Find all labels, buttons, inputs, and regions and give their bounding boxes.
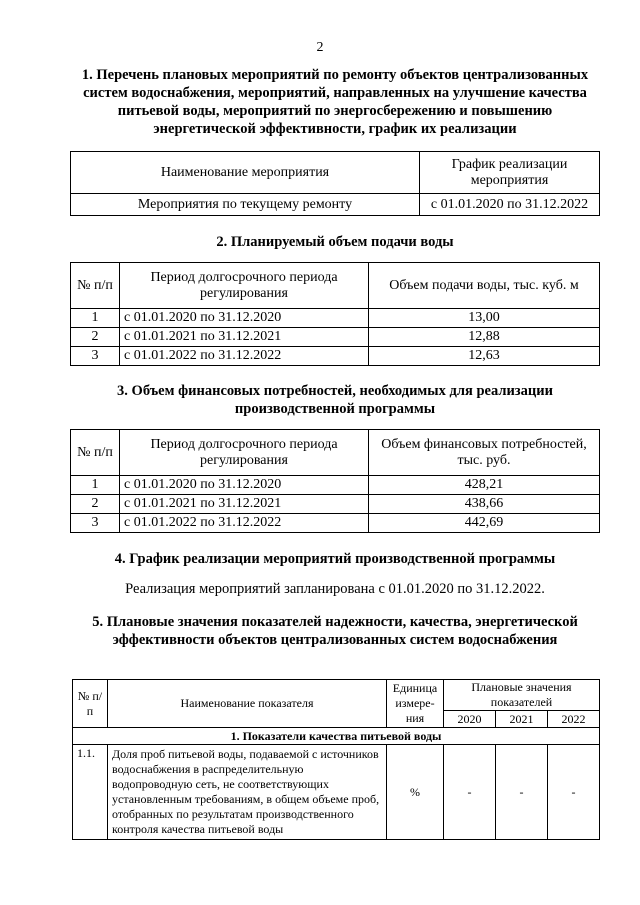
section-5-title: 5. Плановые значения показателей надежности, качества, энергетической эффективности объектов централизованных систем водоснабжения <box>92 614 578 648</box>
header-financial: Объем финансовых потребностей, тыс. руб. <box>369 430 600 476</box>
table-row <box>71 514 600 533</box>
section-1-table <box>70 151 600 216</box>
table-row <box>71 476 600 495</box>
header-num: № п/п <box>71 263 120 309</box>
header-indicator-name: Наименование показателя <box>108 680 387 728</box>
group-title: 1. Показатели качества питьевой воды <box>73 728 600 745</box>
section-2-table <box>70 262 600 366</box>
header-year-2020: 2020 <box>444 711 496 728</box>
row-period: с 01.01.2020 по 31.12.2020 <box>120 476 369 495</box>
header-schedule: График реализации мероприятия <box>420 152 600 194</box>
row-num: 2 <box>71 328 120 347</box>
table-header-row <box>73 680 600 711</box>
table-header-row <box>71 152 600 194</box>
row-value: 438,66 <box>369 495 600 514</box>
row-value: 442,69 <box>369 514 600 533</box>
row-value: 428,21 <box>369 476 600 495</box>
row-value-2022: - <box>547 745 599 840</box>
row-value: 12,88 <box>369 328 600 347</box>
header-period: Период долгосрочного периода регулирования <box>120 430 369 476</box>
row-num: 1 <box>71 309 120 328</box>
row-num: 2 <box>71 495 120 514</box>
table-header-row <box>71 430 600 476</box>
row-period: с 01.01.2022 по 31.12.2022 <box>120 347 369 366</box>
table-header-row <box>71 263 600 309</box>
header-num: № п/п <box>73 680 108 728</box>
header-volume: Объем подачи воды, тыс. куб. м <box>369 263 600 309</box>
schedule-cell: с 01.01.2020 по 31.12.2022 <box>420 194 600 216</box>
header-year-2022: 2022 <box>547 711 599 728</box>
row-period: с 01.01.2020 по 31.12.2020 <box>120 309 369 328</box>
table-row <box>71 194 600 216</box>
header-planned-values: Плановые значения показателей <box>444 680 600 711</box>
table-row <box>71 309 600 328</box>
table-row <box>73 745 600 840</box>
header-unit: Единица измере-ния <box>387 680 444 728</box>
row-value-2020: - <box>444 745 496 840</box>
table-row <box>71 495 600 514</box>
row-value: 13,00 <box>369 309 600 328</box>
header-num: № п/п <box>71 430 120 476</box>
table-group-row <box>73 728 600 745</box>
section-2-title: 2. Планируемый объем подачи воды <box>216 234 454 250</box>
table-row <box>71 328 600 347</box>
section-4-title: 4. График реализации мероприятий производственной программы <box>114 551 556 567</box>
measure-name-cell: Мероприятия по текущему ремонту <box>71 194 420 216</box>
row-num: 3 <box>71 514 120 533</box>
section-5-table <box>72 679 600 840</box>
row-period: с 01.01.2021 по 31.12.2021 <box>120 495 369 514</box>
section-3-title: 3. Объем финансовых потребностей, необходимых для реализации производственной программы <box>117 383 553 417</box>
row-unit: % <box>387 745 444 840</box>
row-indicator-name: Доля проб питьевой воды, подаваемой с источников водоснабжения в распределительную водопроводную сеть, не соответствующих установленным требованиям, в общем объеме проб, отобранных по результатам производственного контроля качества питьевой воды <box>108 745 387 840</box>
header-period: Период долгосрочного периода регулирования <box>120 263 369 309</box>
row-num: 1 <box>71 476 120 495</box>
section-1-title: 1. Перечень плановых мероприятий по ремонту объектов централизованных систем водоснабжения, мероприятий, направленных на улучшение качества питьевой воды, мероприятий по энергосбережению и повышению энергетической эффективности, график их реализации <box>81 67 589 137</box>
table-row <box>71 347 600 366</box>
section-4-text: Реализация мероприятий запланирована с 01.01.2020 по 31.12.2022. <box>125 581 545 597</box>
row-period: с 01.01.2021 по 31.12.2021 <box>120 328 369 347</box>
row-value-2021: - <box>495 745 547 840</box>
row-num: 1.1. <box>73 745 108 840</box>
header-measure-name: Наименование мероприятия <box>71 152 420 194</box>
row-num: 3 <box>71 347 120 366</box>
header-year-2021: 2021 <box>495 711 547 728</box>
row-period: с 01.01.2022 по 31.12.2022 <box>120 514 369 533</box>
section-3-table <box>70 429 600 533</box>
row-value: 12,63 <box>369 347 600 366</box>
page-number: 2 <box>316 40 324 55</box>
